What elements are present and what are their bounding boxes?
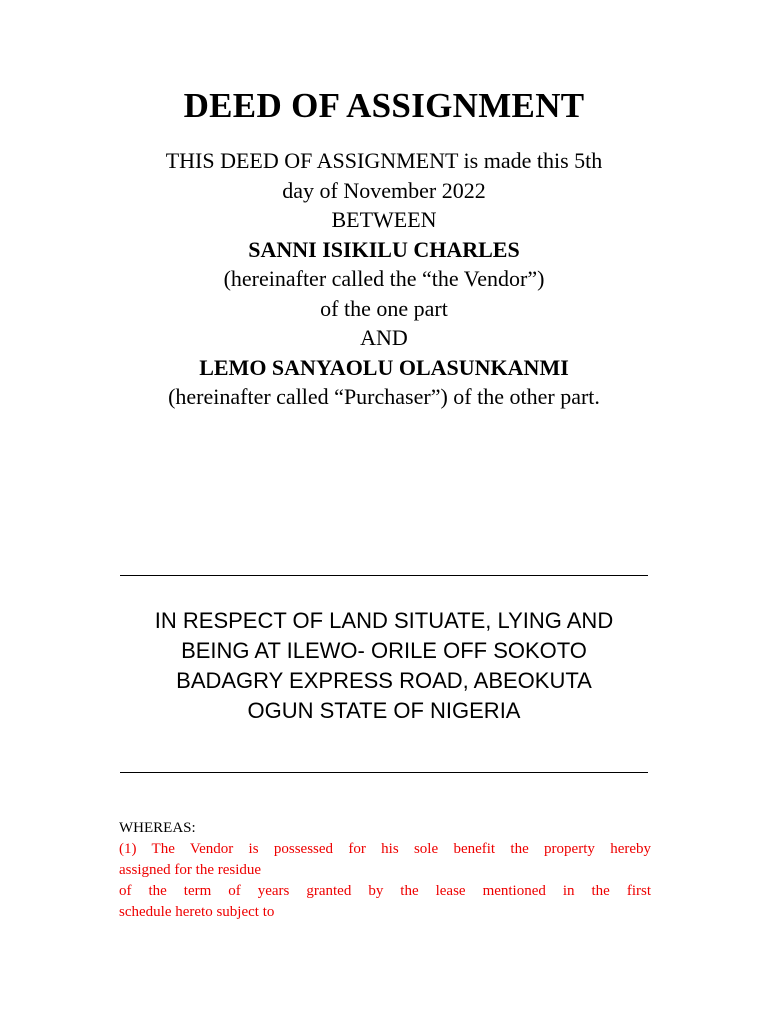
property-line-1: IN RESPECT OF LAND SITUATE, LYING AND (154, 608, 614, 633)
clause-1-line-4: schedule hereto subject to (119, 904, 275, 920)
intro-line-1: THIS DEED OF ASSIGNMENT is made this 5th (165, 148, 603, 173)
intro-line-2: day of November 2022 (282, 177, 486, 203)
one-part-label: of the one part (320, 295, 448, 321)
clause-1-line-1: (1) The Vendor is possessed for his sole benefit the property hereby (119, 841, 651, 857)
vendor-designation: (hereinafter called the “the Vendor”) (223, 266, 545, 291)
divider-bottom (120, 772, 648, 773)
and-label: AND (360, 325, 408, 350)
property-description (0, 606, 768, 726)
purchaser-name: LEMO SANYAOLU OLASUNKANMI (199, 354, 569, 380)
whereas-section (119, 818, 651, 923)
property-line-2: BEING AT ILEWO- ORILE OFF SOKOTO (181, 638, 587, 663)
clause-1-line-3: of the term of years granted by the lease mentioned in the first (119, 883, 651, 899)
between-label: BETWEEN (331, 207, 437, 232)
clause-1-line-2: assigned for the residue (119, 862, 262, 878)
document-title: DEED OF ASSIGNMENT (183, 86, 585, 125)
whereas-heading: WHEREAS: (119, 820, 196, 836)
intro-block (0, 146, 768, 412)
purchaser-designation: (hereinafter called “Purchaser”) of the other part. (168, 384, 600, 409)
property-line-3: BADAGRY EXPRESS ROAD, ABEOKUTA (176, 668, 592, 693)
property-line-4: OGUN STATE OF NIGERIA (247, 698, 521, 723)
vendor-name: SANNI ISIKILU CHARLES (248, 236, 520, 262)
divider-top (120, 575, 648, 576)
